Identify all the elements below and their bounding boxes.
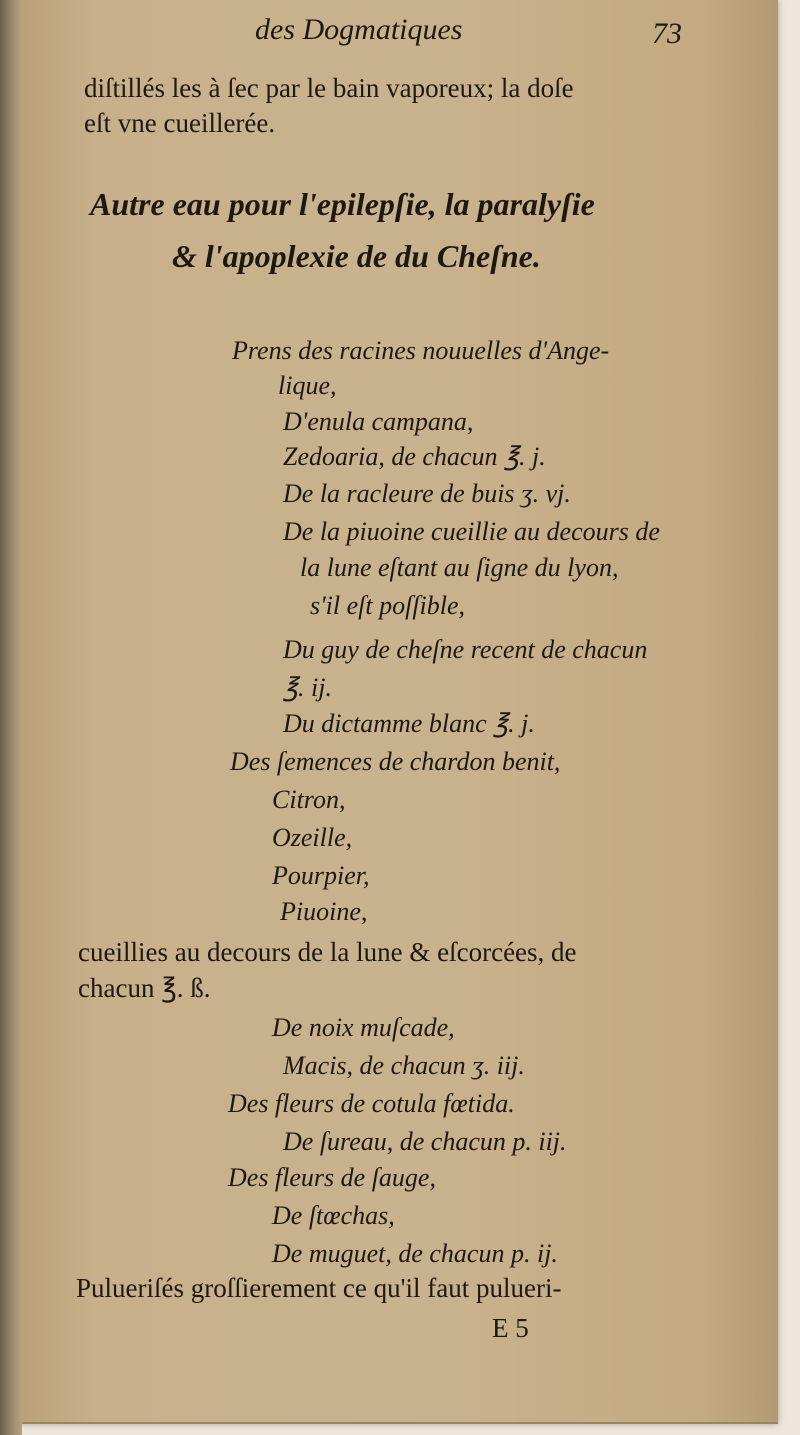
text-line: De la piuoine cueillie au decours de xyxy=(283,517,660,546)
signature-mark: E 5 xyxy=(492,1313,529,1343)
text-line: ℥. ij. xyxy=(283,673,332,702)
text-line: Des fleurs de ſauge, xyxy=(228,1163,436,1192)
text-line: Piuoine, xyxy=(280,897,368,926)
text-line: Des fleurs de cotula fœtida. xyxy=(228,1089,515,1118)
text-line: De noix muſcade, xyxy=(272,1013,455,1042)
text-line: s'il eſt poſſible, xyxy=(310,591,466,620)
text-line: D'enula campana, xyxy=(283,407,474,436)
text-line: De la racleure de buis ʒ. vj. xyxy=(283,479,571,508)
text-line: De muguet, de chacun p. ij. xyxy=(272,1239,558,1268)
recipe-heading: & l'apoplexie de du Cheſne. xyxy=(172,238,541,274)
page-number: 73 xyxy=(652,17,682,50)
text-line: De ſtœchas, xyxy=(272,1201,395,1230)
running-title: des Dogmatiques xyxy=(255,13,463,46)
text-line: cueillies au decours de la lune & eſcorcées, de xyxy=(78,937,577,967)
text-line: Des ſemences de chardon benit, xyxy=(230,747,561,776)
text-line: lique, xyxy=(278,371,337,400)
book-spine xyxy=(0,0,22,1435)
text-line: Citron, xyxy=(272,785,346,814)
text-line: la lune eſtant au ſigne du lyon, xyxy=(300,553,619,582)
text-line: Macis, de chacun ʒ. iij. xyxy=(283,1051,525,1080)
text-line: De ſureau, de chacun p. iij. xyxy=(283,1127,567,1156)
text-line: Du dictamme blanc ℥. j. xyxy=(283,709,535,738)
text-line: chacun ℥. ß. xyxy=(78,973,211,1003)
recipe-heading: Autre eau pour l'epilepſie, la paralyſie xyxy=(90,186,595,222)
text-line: Pulueriſés groſſierement ce qu'il faut pulueri- xyxy=(76,1273,562,1303)
text-line: eſt vne cueillerée. xyxy=(84,108,276,138)
text-line: Pourpier, xyxy=(272,861,370,890)
text-line: Zedoaria, de chacun ℥. j. xyxy=(283,442,546,471)
text-line: Du guy de cheſne recent de chacun xyxy=(283,635,648,664)
text-line: Prens des racines nouuelles d'Ange- xyxy=(232,336,610,365)
text-line: diſtillés les à ſec par le bain vaporeux; la doſe xyxy=(84,73,574,103)
text-line: Ozeille, xyxy=(272,823,353,852)
